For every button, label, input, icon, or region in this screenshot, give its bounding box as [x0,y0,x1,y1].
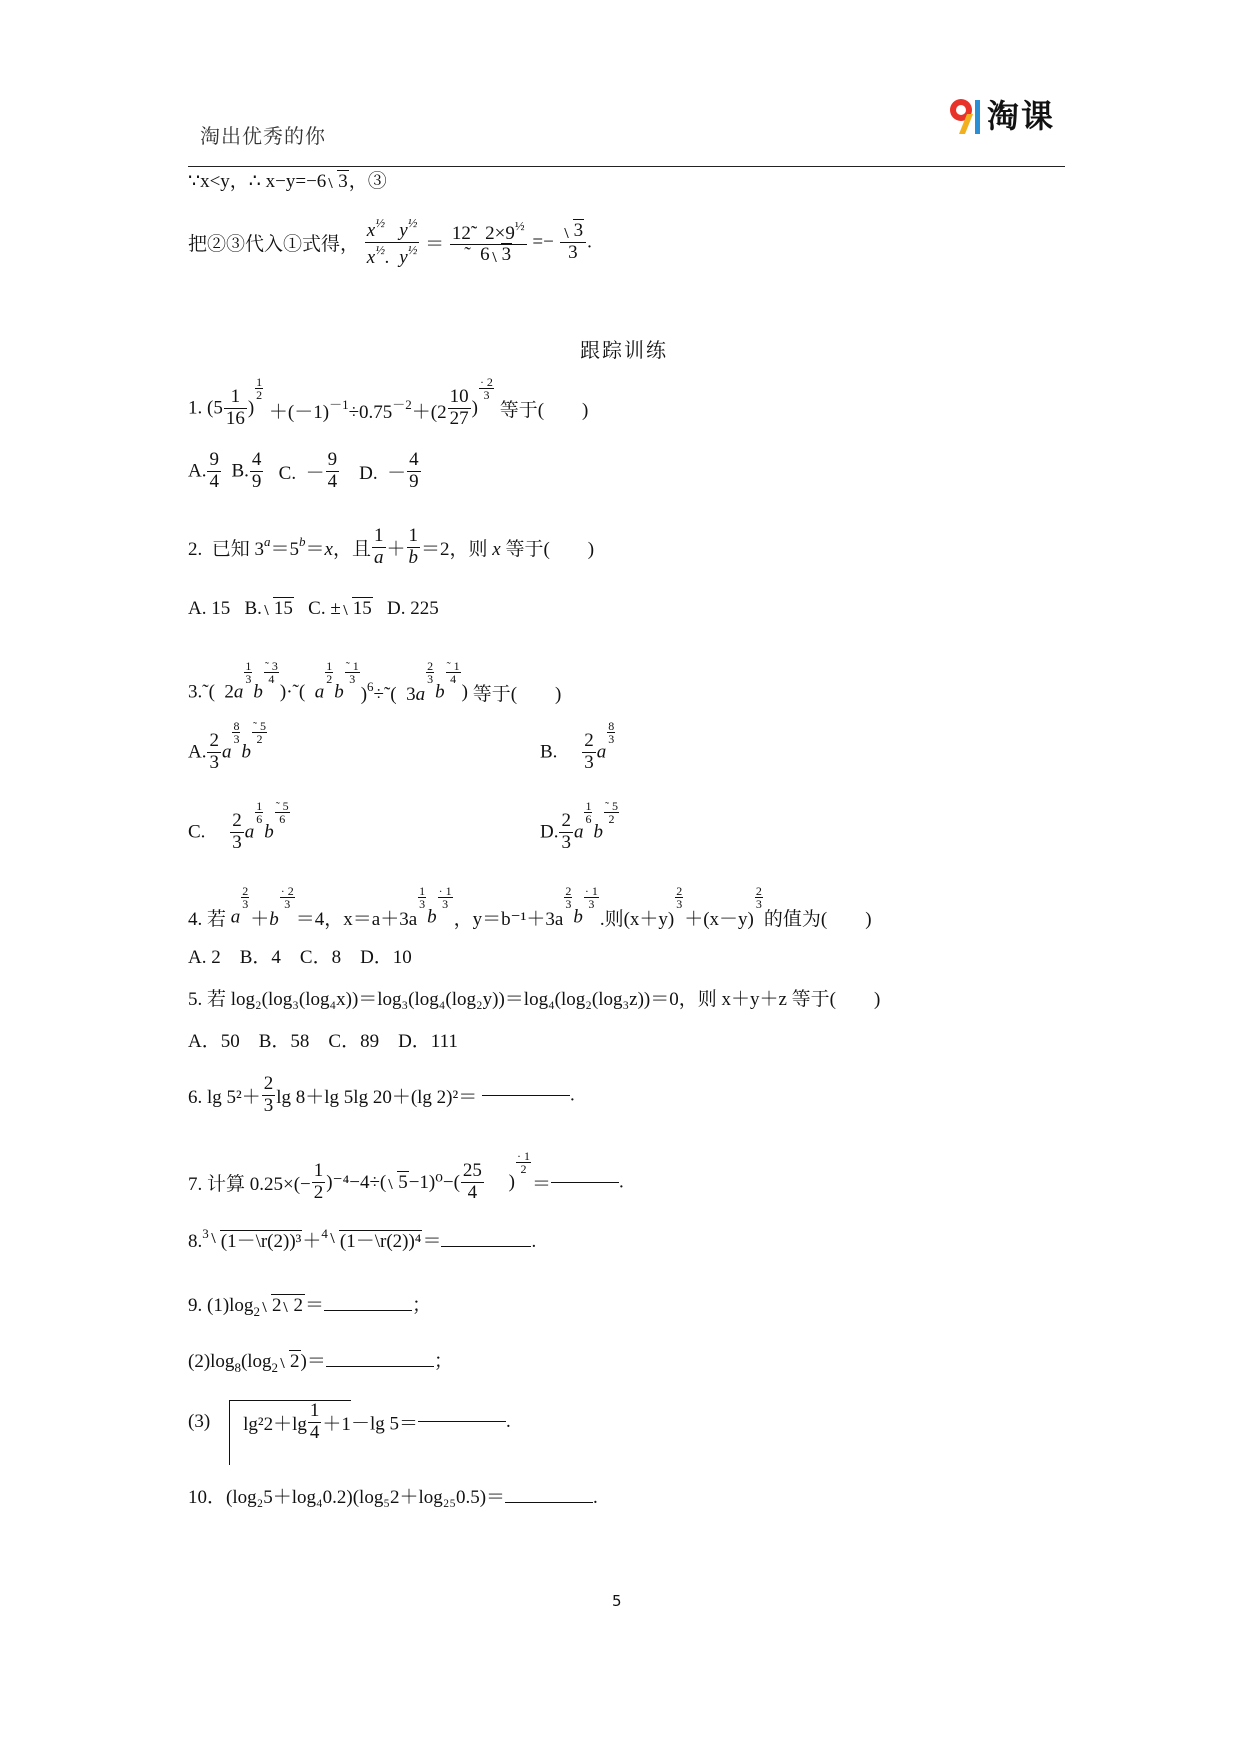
question-4-options: A. 2 B．4 C．8 D．10 [188,947,412,968]
answer-blank-7[interactable] [551,1182,619,1183]
header-slogan: 淘出优秀的你 [200,126,326,148]
question-6: 6. lg 5²＋ $\frac{2}{3}$ lg 8＋lg 5lg 20＋(lg 2)²＝ . [188,1073,575,1116]
answer-blank-9-2[interactable] [326,1366,434,1367]
question-1: 1. (5 $\frac{1}{16}$ ) $\frac{1}{2}$ $+(-1)^{-1}\div 0.75^{-2}+(2$ $\frac{10}{27}$ ) $\frac{\cdot 2}{3}$ 等于( ) [188,375,589,430]
question-1-options: A. $\frac{9}{4}$ B. $\frac{4}{9}$ C. － $\frac{9}{4}$ D. － $\frac{4}{9}$ [188,449,419,492]
question-10: 10．(log₂5＋log₄0.2)(log₅2＋log₂₅0.5)＝ . [188,1487,598,1508]
answer-blank-10[interactable] [505,1502,593,1503]
intro-because: ∵x<y，∴ x−y=−6 [188,171,327,192]
sqrt-3: 3 [326,171,349,193]
question-8: 8.$^3$ (1－\r(2))³＋$^4$ (1－\r(2))⁴＝ . [188,1226,537,1252]
intro-result-eq: =− [532,231,554,253]
question-3: 3.˜( 2a $\frac{1}{3}$ b $\frac{˜ 3}{4}$ )·˜( a $\frac{1}{2}$ b $\frac{˜ 1}{3}$ )$^6$÷˜( 3a $\frac{2}{3}$ b $\frac{˜ 1}{4}$ ) 等于( ) [188,659,562,706]
intro-tail: ，③ [348,171,387,192]
question-3-option-d: D. $\frac{2}{3}$ a $\frac{1}{6}$ b $\frac{˜ 5}{2}$ [540,799,618,854]
question-4: 4. 若 a $\frac{2}{3}$ ＋b $\frac{\cdot 2}{3}$ ＝4，x＝a＋3a $\frac{1}{3}$ b $\frac{\cdot 1}{3}$ ，y＝b⁻¹＋3a $\frac{2}{3}$ b $\frac{\cdot 1}{3}$ .则(x＋y) $\frac{2}{3}$ ＋(x－y) $\frac{2}{3}$ 的值为( ) [188,884,872,931]
question-5-options: A．50 B．58 C．89 D．111 [188,1031,458,1052]
question-2: 2. 已知 $3^a=5^b=x$，且 $\frac{1}{a}$ ＋ $\frac{1}{b}$ ＝2，则 x 等于( ) [188,525,595,568]
question-3-option-c: C. $\frac{2}{3}$ a $\frac{1}{6}$ b $\frac{˜ 5}{6}$ [188,799,289,854]
fraction-lhs: $\frac{x^{\frac{1}{2}} y^{\frac{1}{2}}}{x^{\frac{1}{2}}. y^{\frac{1}{2}}}$ [366,215,418,268]
answer-blank-9-1[interactable] [324,1310,412,1311]
logo-icon [943,94,987,138]
question-7: 7. 计算 0.25×(− $\frac{1}{2}$ )⁻⁴−4÷( 5−1)⁰−( $\frac{25}{4}$ ) $\frac{\cdot 1}{2}$ ＝ . [188,1149,624,1204]
question-2-options: A. 15 B. 15 C. ± 15 D. 225 [188,598,439,619]
question-3-option-b: B. $\frac{2}{3}$ a $\frac{8}{3}$ [540,719,615,774]
section-title: 跟踪训练 [580,340,668,362]
question-9-part-1: 9. $(1)\log_2$ 2 2 ＝ ； [188,1295,431,1319]
answer-blank-8[interactable] [441,1246,531,1247]
question-9-part-2: $(2)\log_8(\log_2$ 2)＝ ； [188,1351,453,1375]
sqrt-expression: lg²2＋lg $\frac{1}{4}$ ＋1 [229,1400,351,1444]
fraction-middle: $\frac{12̃ 2\times 9^{\frac{1}{2}}}{˜ 6 3}$ [451,217,525,266]
brand-logo [943,94,1068,138]
answer-blank-6[interactable] [482,1095,570,1096]
question-5: 5. 若 log₂(log₃(log₄x))＝log₃(log₄(log₂y))＝log₄(log₂(log₃z))＝0，则 x＋y＋z 等于( ) [188,989,881,1010]
question-9-part-3: (3) lg²2＋lg $\frac{1}{4}$ ＋1－lg 5＝ . [188,1400,511,1444]
page-number: 5 [612,1592,622,1610]
logo-text: 淘课 [987,97,1056,135]
intro-substitute-text: 把②③代入①式得， [188,233,360,255]
intro-line-2: 把②③代入①式得， $\frac{x^{\frac{1}{2}} y^{\frac{1}{2}}}{x^{\frac{1}{2}}. y^{\frac{1}{2}}}$ ＝ $\frac{12̃ 2\times 9^{\frac{1}{2}}}{˜ 6 3}$ =− $\frac{3}{3}$ . [188,215,592,268]
intro-line-1 [188,166,387,193]
answer-blank-9-3[interactable] [418,1421,506,1422]
fraction-result: $\frac{3}{3}$ [560,221,587,264]
question-3-option-a: A. $\frac{2}{3}$ a $\frac{8}{3}$ b $\frac{˜ 5}{2}$ [188,719,266,774]
